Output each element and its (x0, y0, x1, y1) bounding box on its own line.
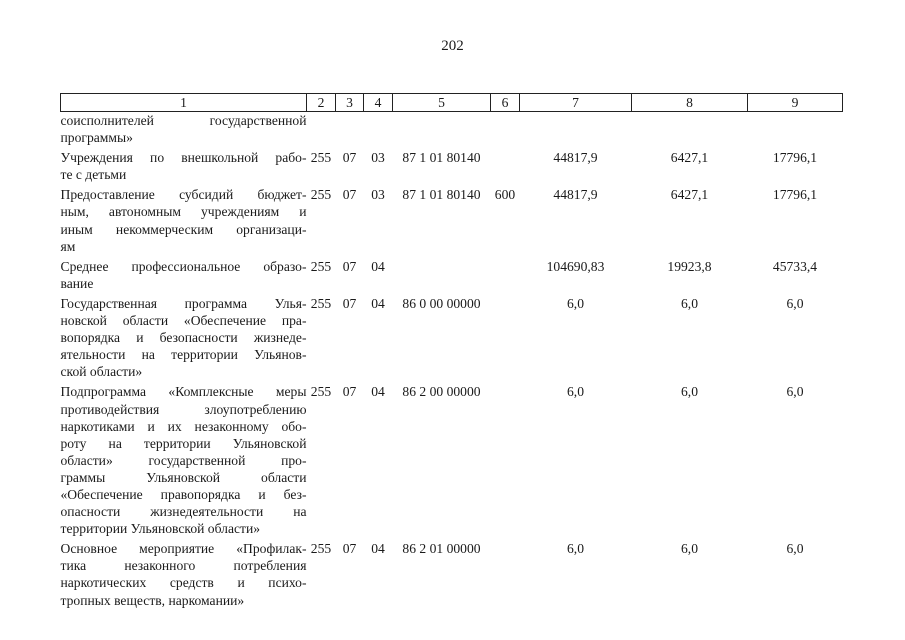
row-cell-col5: 87 1 01 80140 (402, 187, 481, 203)
header-cell-1: 1 (61, 94, 307, 112)
table-row (61, 383, 843, 540)
row-cell-col8: 6427,1 (670, 150, 709, 166)
row-cell-col8 (632, 112, 748, 150)
row-name-line: «Обеспечение правопорядка и без- (60, 486, 307, 502)
row-cell-col8: 6,0 (681, 541, 698, 557)
row-cell-col7: 6,0 (567, 384, 584, 400)
row-name-line: Подпрограмма «Комплексные меры (60, 384, 307, 400)
row-name-cell (61, 186, 307, 257)
table-body (61, 112, 843, 612)
row-name-line: вопорядка и безопасности жизнеде- (60, 330, 307, 346)
row-cell-col5: 86 2 01 00000 (402, 541, 481, 557)
header-cell-6: 6 (491, 94, 520, 112)
row-cell-col6 (491, 383, 520, 540)
row-cell-col4: 03 (371, 150, 385, 166)
row-cell-col2: 255 (310, 295, 332, 311)
row-cell-col9 (748, 112, 843, 150)
row-name-line: ской области» (60, 364, 143, 380)
table-row (61, 295, 843, 383)
table-row (61, 540, 843, 611)
row-cell-col7: 44817,9 (553, 187, 598, 203)
row-name-line: наркотиками и их незаконному обо- (60, 418, 307, 434)
row-cell-col8: 19923,8 (667, 258, 712, 274)
row-name-line: соисполнителей государственной (60, 113, 307, 128)
row-name-line: роту на территории Ульяновской (60, 435, 307, 451)
row-name-line: программы» (60, 130, 133, 146)
row-cell-col2: 255 (310, 541, 332, 557)
row-cell-col7: 6,0 (567, 295, 584, 311)
row-cell-col2: 255 (310, 258, 332, 274)
row-name-line: Среднее профессиональное образо- (60, 258, 307, 274)
row-name-cell (61, 149, 307, 186)
row-name-line: Предоставление субсидий бюджет- (60, 187, 307, 203)
row-cell-col4: 04 (371, 541, 385, 557)
header-cell-3: 3 (336, 94, 364, 112)
row-cell-col4: 03 (371, 187, 385, 203)
row-cell-col6 (491, 540, 520, 611)
row-name-line: ятельности на территории Ульянов- (60, 347, 307, 363)
row-name-line: новской области «Обеспечение пра- (60, 313, 307, 329)
row-name-line: опасности жизнедеятельности на (60, 504, 307, 520)
row-cell-col2 (307, 112, 336, 150)
row-name-line: территории Ульяновской области» (60, 521, 261, 537)
row-name-line: Учреждения по внешкольной рабо- (60, 150, 307, 166)
row-name-line: те с детьми (60, 167, 127, 183)
row-cell-col5: 86 0 00 00000 (402, 295, 481, 311)
row-cell-col9: 6,0 (786, 295, 804, 311)
row-cell-col6: 600 (494, 187, 516, 203)
row-name-line: Основное мероприятие «Профилак- (60, 541, 307, 557)
budget-table (60, 93, 843, 612)
header-cell-5: 5 (393, 94, 491, 112)
row-cell-col3: 07 (342, 295, 357, 311)
row-cell-col3: 07 (342, 150, 357, 166)
row-cell-col3 (336, 112, 364, 150)
row-cell-col9: 17796,1 (772, 187, 818, 203)
row-name-line: иным некоммерческим организаци- (60, 221, 307, 237)
row-cell-col9: 6,0 (786, 541, 804, 557)
row-cell-col6 (491, 112, 520, 150)
row-cell-col3: 07 (342, 187, 357, 203)
row-name-cell (61, 540, 307, 611)
row-cell-col4: 04 (371, 295, 385, 311)
row-cell-col3: 07 (342, 384, 357, 400)
row-cell-col4: 04 (371, 258, 385, 274)
row-name-line: ным, автономным учреждениям и (60, 204, 307, 220)
row-cell-col6 (491, 258, 520, 295)
page-number: 202 (441, 38, 464, 54)
row-name-line: граммы Ульяновской области (60, 469, 307, 485)
row-cell-col7: 104690,83 (546, 258, 605, 274)
row-cell-col7: 44817,9 (553, 150, 598, 166)
row-name-line: противодействия злоупотреблению (60, 401, 307, 417)
row-cell-col2: 255 (310, 150, 332, 166)
table-row (61, 186, 843, 257)
header-cell-4: 4 (364, 94, 393, 112)
row-cell-col6 (491, 295, 520, 383)
row-cell-col5 (393, 112, 491, 150)
row-name-cell (61, 112, 307, 150)
header-cell-9: 9 (748, 94, 843, 112)
table-row (61, 149, 843, 186)
row-cell-col6 (491, 149, 520, 186)
row-name-line: вание (60, 275, 94, 291)
row-cell-col3: 07 (342, 541, 357, 557)
row-name-line: Государственная программа Улья- (60, 295, 307, 311)
row-cell-col5: 86 2 00 00000 (402, 384, 481, 400)
row-cell-col9: 45733,4 (772, 258, 818, 274)
row-name-line: ям (60, 238, 76, 254)
header-cell-2: 2 (307, 94, 336, 112)
row-cell-col7: 6,0 (567, 541, 584, 557)
table-row (61, 112, 843, 150)
row-cell-col4 (364, 112, 393, 150)
row-cell-col8: 6427,1 (670, 187, 709, 203)
row-cell-col8: 6,0 (681, 384, 698, 400)
row-name-cell (61, 383, 307, 540)
row-cell-col4: 04 (371, 384, 385, 400)
header-cell-8: 8 (632, 94, 748, 112)
row-name-line: области» государственной про- (60, 452, 307, 468)
row-name-cell (61, 295, 307, 383)
row-name-line: наркотических средств и психо- (60, 575, 307, 591)
row-cell-col7 (520, 112, 632, 150)
row-name-cell (61, 258, 307, 295)
row-cell-col9: 17796,1 (772, 150, 818, 166)
row-cell-col9: 6,0 (786, 384, 804, 400)
row-name-line: тика незаконного потребления (60, 558, 307, 574)
table-header-row (61, 94, 843, 112)
row-cell-col3: 07 (342, 258, 357, 274)
table-row (61, 258, 843, 295)
row-cell-col5: 87 1 01 80140 (402, 150, 481, 166)
header-cell-7: 7 (520, 94, 632, 112)
row-cell-col2: 255 (310, 384, 332, 400)
row-name-line: тропных веществ, наркомании» (60, 592, 245, 608)
row-cell-col2: 255 (310, 187, 332, 203)
row-cell-col5 (393, 258, 491, 295)
row-cell-col8: 6,0 (681, 295, 698, 311)
